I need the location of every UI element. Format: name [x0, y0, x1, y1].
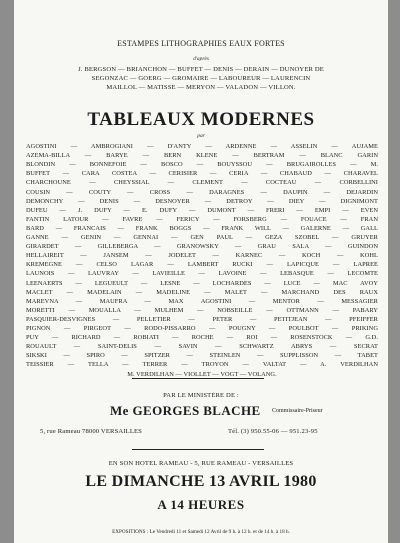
artist-line: BUFFET — CARA COSTEA — CERISIER — CERIA — CHABAUD — CHARAVEL: [26, 170, 378, 178]
artist-line: HELLAIREIT — JANSEM — JODELET — KARNEC — KOCH — KOHL: [26, 252, 378, 260]
sale-date: LE DIMANCHE 13 AVRIL 1980: [85, 473, 317, 490]
divider: [132, 378, 264, 379]
by-label: par: [197, 133, 205, 139]
artist-line: SIKSKI — SPIRO — SPITZER — STEINLEN — SUPPLISSON — TABET: [26, 352, 378, 360]
artist-line: GIRARDET — GILLEBERGA — GRANOWSKY — GRAU SALA — GUINDON: [26, 243, 378, 251]
sale-time: A 14 HEURES: [157, 497, 245, 512]
auctioneer-phone: Tél. (3) 950.55-06 — 951.23-95: [228, 428, 318, 435]
artist-line: PIGNON — PIRGEOT — RODO-PISSARRO — POUGNY — POULBOT — PRIKING: [26, 325, 378, 332]
artist-line: LEENAERTS — LEGUEULT — LESNE — LOCHARDES — LUCE — MAC AVOY: [26, 279, 378, 287]
divider: [132, 449, 264, 450]
printmakers-line: SEGONZAC — GOERG — GROMAIRE — LABOUREUR — LAURENCIN: [91, 75, 311, 82]
artist-line: BARD — FRANCAIS — FRANK BOGGS — FRANK WILL — GALERNE — GALL: [26, 224, 378, 232]
techniques-heading: ESTAMPES LITHOGRAPHIES EAUX FORTES: [117, 39, 285, 48]
artist-line: M. VERDILHAN — VIOLLET — VOGT — VOLANG.: [127, 370, 277, 378]
artist-line: CHARCHOUNE — CHEYSSIAL — CLEMENT — COCTEAU — CORBELLINI: [26, 179, 378, 187]
exhibition-info: EXPOSITIONS : Le Vendredi 11 et Samedi 12 Avril de 9 h. à 12 h. et de 14 h. à 18 h.: [112, 529, 290, 535]
artist-line: COUSIN — COUTY — CROSS — DARAGNES — DAUPIN — DEJARDIN: [26, 188, 378, 196]
after-label: d'après: [193, 56, 209, 62]
artist-line: MORETTI — MOUALLA — MULHEM — NOBSEILLE — OTTMANN — PABARY: [26, 306, 378, 314]
auctioneer-role: Commissaire-Priseur: [272, 408, 323, 414]
artist-line: KREMEGNE — CELSO LAGAR — LAMBERT RUCKI — LAPICQUE — LAPREE: [26, 261, 378, 269]
artist-line: GANNE — GENIN — GENNAI — GEN PAUL — GEZA SZOBEL — GRUYER: [26, 234, 378, 241]
printmakers-line: J. BERGSON — BRIANCHON — BUFFET — DENIS — DERAIN — DUNOYER DE: [78, 66, 324, 73]
artist-line: ROUAULT — SAINT-DELIS — SAVIN — SCHWARTZ ABRYS — SECRAT: [26, 343, 378, 351]
catalogue-cover: [14, 0, 388, 543]
artist-line: AGOSTINI — AMBROGIANI — D'ANTY — ARDENNE — ASSELIN — AUJAME: [26, 143, 378, 150]
artist-line: BLONDIN — BONNEFOIE — BOSCO — BOUYSSOU — BRUGAIROLLES — M.: [26, 161, 378, 169]
artist-line: FANTIN LATOUR — FAVRE — FERICY — FORSBERG — FOUACE — FRAN: [26, 215, 378, 223]
auctioneer-name: Me GEORGES BLACHE: [110, 403, 261, 418]
artist-line: DEMONCHY — DENIS — DESNOYER — DETROY — DIEY — DIGNIMONT: [26, 197, 378, 205]
expert-by-label: PAR LE MINISTÈRE DE :: [163, 392, 239, 399]
artist-line: LAUNOIS — LAUVRAY — LAVIEILLE — LAVOINE — LEBASQUE — LECOMTE: [26, 270, 378, 278]
artist-line: DUFEU — J. DUFY — E. DUFY — DUMONT — FRERI — EMPI — EVEN: [26, 206, 378, 214]
artist-line: TEISSIER — TELLA — TERRER — TROYON — VALTAT — A. VERDILHAN: [26, 361, 378, 369]
auctioneer-address: 5, rue Rameau 78000 VERSAILLES: [40, 428, 142, 435]
sale-venue: EN SON HOTEL RAMEAU - 5, RUE RAMEAU - VERSAILLES: [108, 460, 294, 467]
printmakers-line: MAILLOL — MATISSE — MERYON — VALADON — VILLON.: [106, 84, 296, 91]
artist-line: PUY — RICHARD — ROBIATI — ROCHE — ROI — ROSENSTOCK — G.D.: [26, 334, 378, 342]
artist-line: AZEMA-BILLA — BARYE — BERN KLENE — BERTRAM — BLANC GARIN: [26, 152, 378, 160]
artist-line: MAREVNA — MAUFRA — MAX AGOSTINI — MENTOR — MESSAGIER: [26, 297, 378, 305]
artist-line: MACLET — MADELAIN — MADELINE — MALET — MARCHAND DES RAUX: [26, 288, 378, 296]
artist-line: PASQUIER-DESVIGNES — PELLETIER — PETER — PETITJEAN — PFEIFFER: [26, 315, 378, 323]
page-title: TABLEAUX MODERNES: [87, 109, 315, 130]
